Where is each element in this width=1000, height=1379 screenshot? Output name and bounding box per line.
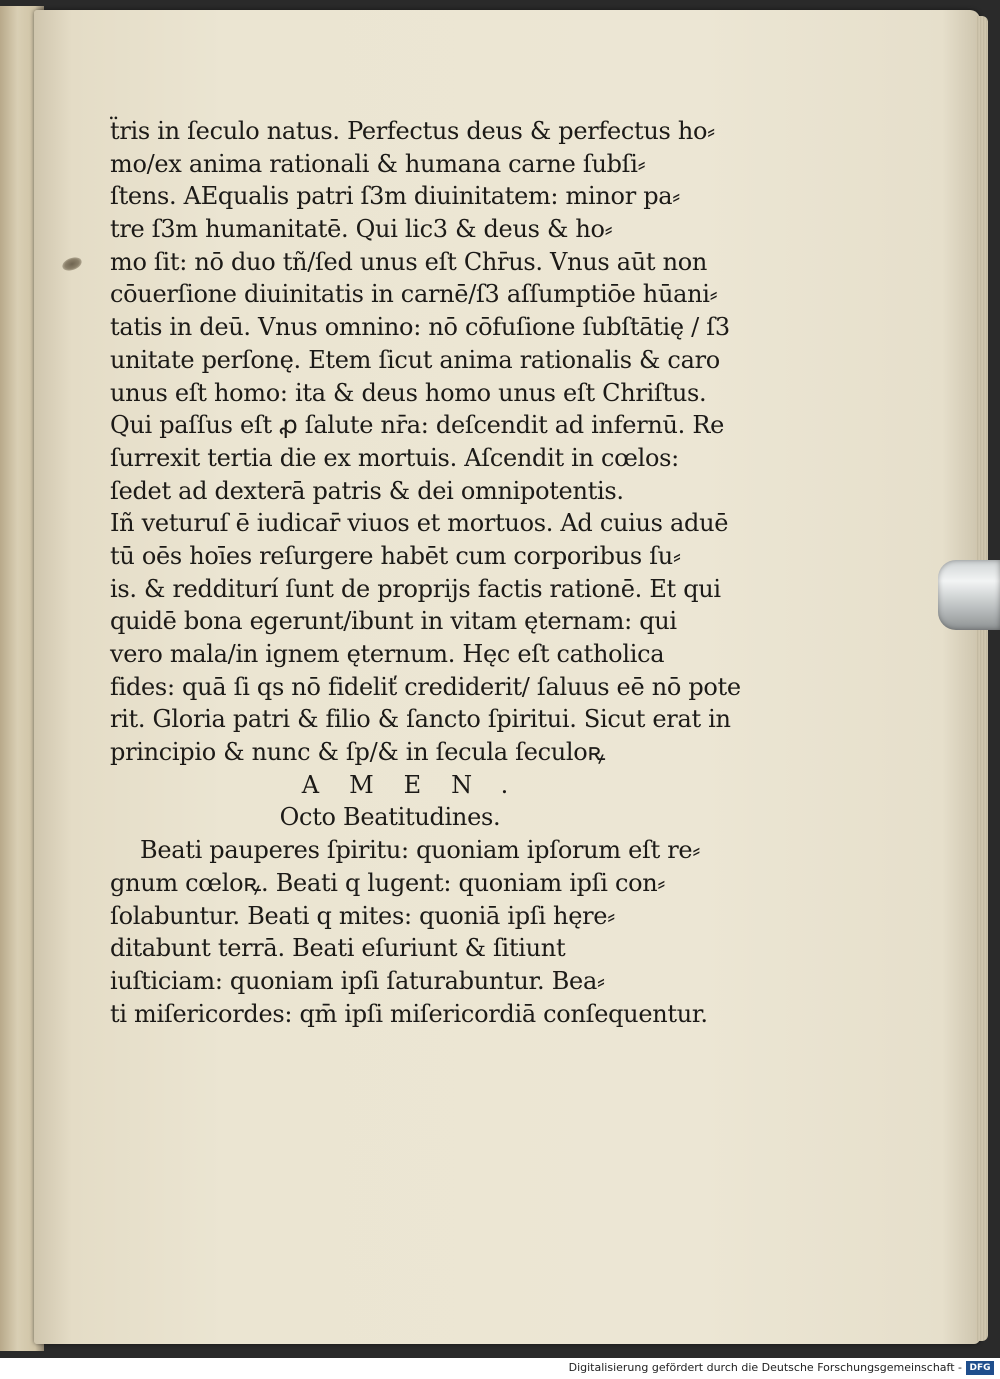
text-line: unitate perſonę. Etem ſicut anima rationalis & caro [110, 345, 720, 374]
amen-line: AMEN. [301, 770, 539, 799]
text-line: Iñ veturuſ ē iudicar̄ viuos et mortuos. Ad cuius aduē [110, 509, 729, 538]
text-line: ti miſericordes: qm̄ ipſi miſericordiā conſequentur. [110, 999, 708, 1028]
page-stack-edge [976, 16, 988, 1341]
section-heading: Octo Beatitudines. [279, 803, 501, 832]
text-line: mo ſit: nō duo tñ/ſed unus eſt Chr̄us. Vnus aūt non [110, 247, 708, 276]
text-line: rit. Gloria patri & filio & ſancto ſpiritui. Sicut erat in [110, 705, 731, 734]
text-line: vero mala/in ignem ęternum. Hęc eſt catholica [110, 640, 665, 668]
text-line: Qui paſſus eſt ꝓ ſalute nr̄a: deſcendit ad infernū. Re [110, 411, 725, 440]
text-line: ſolabuntur. Beati q mites: quoniā ipſi hęre⸗ [110, 901, 615, 930]
text-line: tū oēs hoīes reſurgere habēt cum corporibus ſu⸗ [110, 541, 681, 570]
text-line: ſtens. AEqualis patri ſ3m diuinitatem: minor pa⸗ [110, 182, 680, 211]
text-line: fides: quā ſi qs nō fideliť crediderit/ ſaluus eē nō pote [110, 672, 741, 701]
funding-credit: Digitalisierung gefördert durch die Deutsche Forschungsgemeinschaft - [568, 1361, 962, 1374]
text-line: cōuerſione diuinitatis in carnē/ſ3 aſſumptiōe hūani⸗ [110, 280, 718, 309]
digitization-footer [0, 1358, 1000, 1379]
text-line: ſedet ad dexterā patris & dei omnipotentis. [110, 476, 624, 505]
text-line: gnum cœloꝶ. Beati q lugent: quoniam ipſi con⸗ [110, 868, 666, 897]
page-text [110, 115, 770, 1030]
text-line: mo/ex anima rationali & humana carne ſubſi⸗ [110, 149, 646, 178]
text-line: unus eſt homo: ita & deus homo unus eſt Chriſtus. [110, 378, 707, 407]
text-line: tre ſ3m humanitatē. Qui lic3 & deus & ho⸗ [110, 215, 613, 244]
text-line: iuſticiam: quoniam ipſi ſaturabuntur. Bea⸗ [110, 966, 605, 995]
text-line: is. & redditurí ſunt de proprijs factis rationē. Et qui [110, 574, 721, 603]
page-clip [938, 560, 1000, 630]
text-line: quidē bona egerunt/ibunt in vitam ęternam: qui [110, 607, 677, 636]
text-line: principio & nunc & ſp/& in ſecula ſeculoꝶ [110, 738, 606, 767]
text-line: tatis in deū. Vnus omnino: nō cōfuſione ſubſtātię / ſ3 [110, 313, 730, 342]
text-line: ſurrexit tertia die ex mortuis. Aſcendit in cœlos: [110, 443, 679, 472]
text-line: ditabunt terrā. Beati eſuriunt & ſitiunt [110, 934, 566, 963]
text-line: ẗris in ſeculo natus. Perfectus deus & perfectus ho⸗ [110, 117, 715, 145]
dfg-logo-icon: DFG [966, 1361, 994, 1375]
text-line: Beati pauperes ſpiritu: quoniam ipſorum eſt re⸗ [140, 836, 701, 865]
